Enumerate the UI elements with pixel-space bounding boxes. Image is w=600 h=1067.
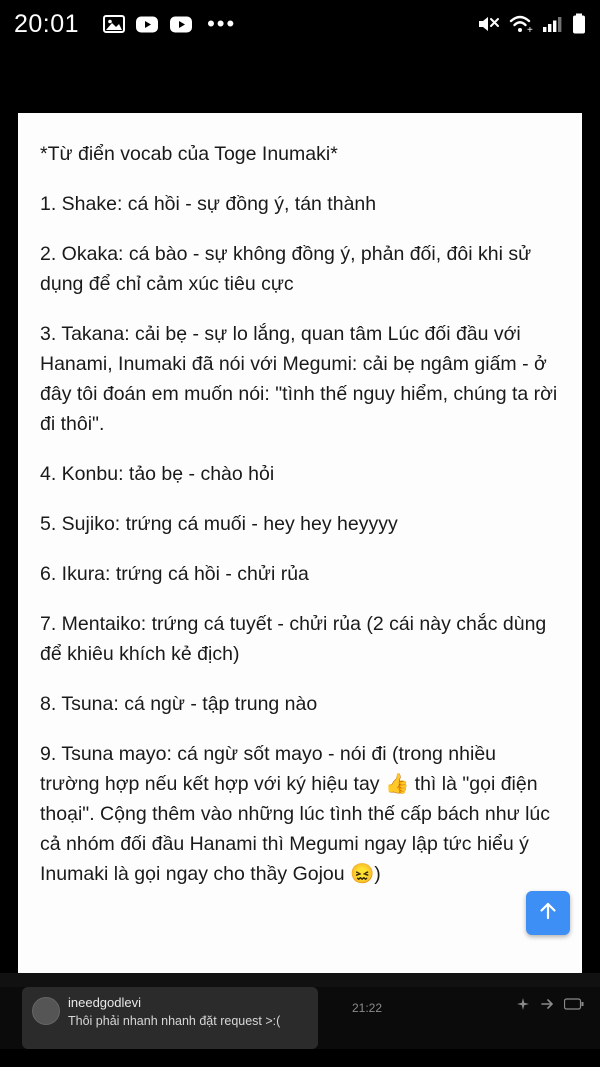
vocab-entry-5: 5. Sujiko: trứng cá muối - hey hey heyyyy — [40, 513, 398, 535]
battery-icon — [572, 13, 586, 35]
battery-small-icon — [564, 998, 584, 1013]
vocab-entry-7: 7. Mentaiko: trứng cá tuyết - chửi rủa (2 cái này chắc dùng để khiêu khích kẻ địch) — [40, 613, 547, 665]
svg-text:+: + — [527, 25, 533, 35]
comment-username: ineedgodlevi — [68, 995, 142, 1010]
vocab-entry-8: 8. Tsuna: cá ngừ - tập trung nào — [40, 693, 318, 715]
status-bar — [0, 0, 600, 48]
status-bar-left — [14, 10, 476, 39]
comment-text-wrap — [68, 995, 280, 1028]
youtube-icon — [169, 15, 193, 34]
arrow-icon — [540, 997, 554, 1014]
bottom-overlay — [0, 973, 600, 1067]
signal-icon — [542, 14, 564, 34]
bottom-right-icons — [516, 997, 584, 1014]
vocab-entry-2: 2. Okaka: cá bào - sự không đồng ý, phản đối, đôi khi sử dụng để chỉ cảm xúc tiêu cực — [40, 243, 532, 295]
comment-body: Thôi phải nhanh nhanh đặt request >:( — [68, 1014, 281, 1028]
comment-timestamp: 21:22 — [352, 1001, 383, 1015]
vocab-title: *Từ điển vocab của Toge Inumaki* — [40, 143, 338, 165]
sparkle-icon — [516, 997, 530, 1014]
top-gap — [0, 48, 600, 113]
bottom-black-bar — [0, 1049, 600, 1067]
vocab-entry-6: 6. Ikura: trứng cá hồi - chửi rủa — [40, 563, 309, 585]
comment-preview[interactable] — [22, 987, 318, 1049]
vocab-entry-3: 3. Takana: cải bẹ - sự lo lắng, quan tâm Lúc đối đầu với Hanami, Inumaki đã nói với Megumi: cải bẹ ngâm giấm - ở đây tôi đoán em muốn nói: "tình thế nguy hiểm, chúng ta rời đi thôi". — [40, 323, 558, 435]
arrow-up-icon — [536, 899, 560, 928]
vocab-entry-4: 4. Konbu: tảo bẹ - chào hỏi — [40, 463, 275, 485]
status-overflow-icon: ••• — [207, 11, 237, 36]
status-bar-right — [476, 13, 586, 35]
bottom-divider — [0, 973, 600, 987]
vocab-content-card[interactable] — [18, 113, 582, 973]
vocab-entry-1: 1. Shake: cá hồi - sự đồng ý, tán thành — [40, 193, 377, 215]
scroll-to-top-button[interactable] — [526, 891, 570, 935]
status-clock: 20:01 — [14, 9, 80, 38]
avatar — [32, 997, 60, 1025]
mute-icon — [476, 13, 500, 35]
youtube-icon — [135, 15, 159, 34]
wifi-icon — [508, 13, 534, 35]
image-icon — [103, 14, 125, 34]
vocab-entry-9: 9. Tsuna mayo: cá ngừ sốt mayo - nói đi (trong nhiều trường hợp nếu kết hợp với ký hiệu tay 👍 thì là "gọi điện thoại". Cộng thêm vào những lúc tình thế cấp bách như lúc cả nhóm đối đầu Hanami thì Megumi ngay lập tức hiểu ý Inumaki là gọi ngay cho thầy Gojou 😖) — [40, 743, 551, 885]
